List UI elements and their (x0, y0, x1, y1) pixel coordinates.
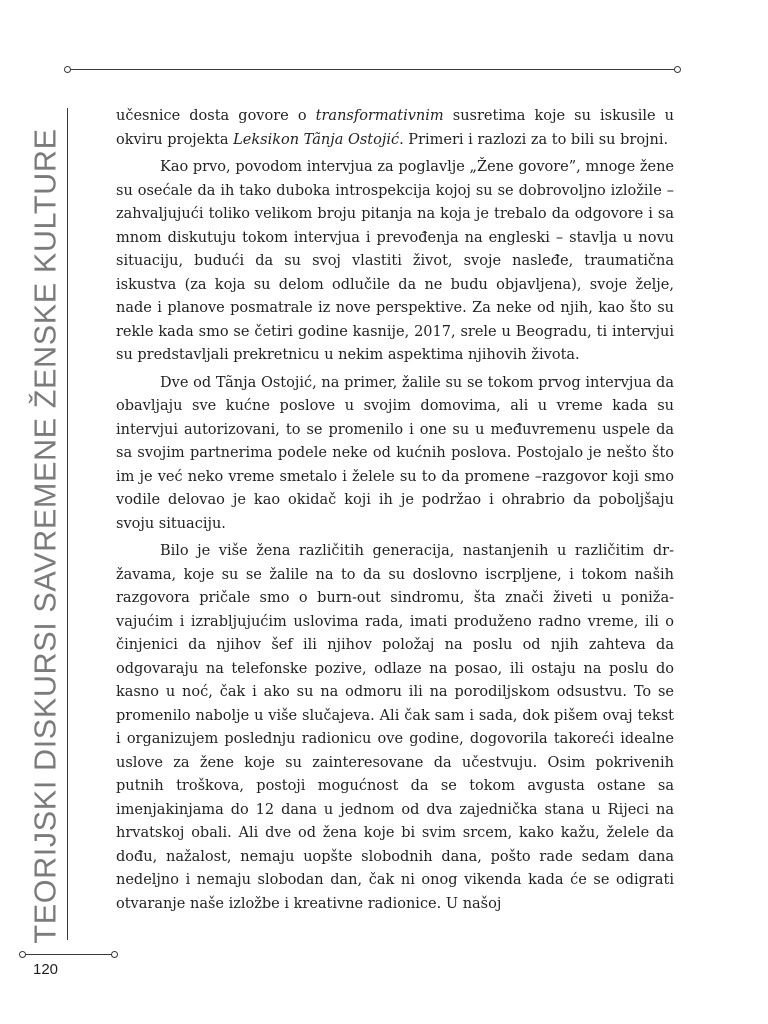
text-run: susretima koje su iskusile u okviru projekta (116, 108, 674, 148)
body-text (116, 105, 674, 920)
paragraph-1 (116, 105, 674, 152)
bottom-rule-left-dot (19, 951, 26, 958)
text-run: . Primeri i razlozi za to bili su brojni. (399, 131, 669, 148)
italic-term: transformativnim (315, 108, 444, 124)
paragraph-2: Kao prvo, povodom intervjua za poglavlje „Žene govore”, mnoge žene su osećale da ih tako duboka introspekcija kojoj su se dobrovoljno izložile – zahvaljujući toliko velikom broju pitanja na koja je trebalo da odgovore i sa mnom diskutuju tokom intervjua i prevođenja na engleski – stavlja u novu situaciju, budući da su svoj vlastiti život, svoje nasleđe, traumatična iskustva (za koja su delom odlučile da ne budu objavljena), svoje želje, nade i planove posmatrale iz nove perspektive. Za neke od njih, kao što su rekle kada smo se četiri godine kasnije, 2017, srele u Beogradu, ti intervjui su predstavljali prekretnicu u nekim aspektima njihovih života. (116, 159, 674, 363)
italic-project-title: Leksikon Tãnja Ostojić (233, 131, 400, 148)
top-rule-left-dot (64, 66, 71, 73)
text-run: učesnice dosta govore o (116, 108, 316, 124)
bottom-rule-right-dot (111, 951, 118, 958)
side-rule (67, 108, 68, 940)
bottom-rule (24, 954, 114, 955)
paragraph-3: Dve od Tãnja Ostojić, na primer, žalile su se tokom prvog intervjua da obavljaju sve kućne poslove u svojim domovima, ali u vreme kada su intervjui autorizovani, to se promenilo i one su u međuvremenu uspele da sa svojim partnerima podele neke od kućnih poslova. Postojalo je nešto što im je već neko vreme smetalo i želele su to da promene –razgovor koji smo vodile delovao je kao okidač koji ih je podržao i ohrabrio da poboljšaju svoju situaciju. (116, 374, 674, 532)
paragraph-4: Bilo je više žena različitih generacija, nastanjenih u različitim državama, koje su se žalile na to da su doslovno iscrpljene, i tokom naših razgovora pričale smo o burn-out sindromu, šta znači živeti u ponižavajućim i izrabljujućim uslovima rada, imati produženo radno vreme, ili o činjenici da njihov šef ili njihov položaj na poslu od njih zahteva da odgovaraju na telefonske pozive, odlaze na posao, ili ostaju na poslu do kasno u noć, čak i ako su na odmoru ili na porodiljskom odsustvu. To se promenilo nabolje u više slučajeva. Ali čak sam i sada, dok pišem ovaj tekst i organizujem poslednju radionicu ove godine, dogovorila takoreći idealne uslove za žene koje su zainteresovane da učestvuju. Osim pokrivenih putnih troškova, postoji mogućnost da se tokom avgusta ostane sa imenjakinjama do 12 dana u jednom od dva zajednička stana u Rijeci na hrvatskoj obali. Ali dve od žena koje bi svim srcem, kako kažu, želele da dođu, nažalost, nemaju uopšte slobodnih dana, pošto rade sedam dana nedeljno i nemaju slobodan dan, čak ni onog vikenda kada će se odigrati otvaranje naše izložbe i kreativne radionice. U našoj (116, 543, 674, 912)
running-title: TEORIJSKI DISKURSI SAVREMENE ŽENSKE KULTURE (28, 128, 63, 944)
top-rule (70, 69, 676, 70)
page-number: 120 (33, 961, 59, 978)
top-rule-right-dot (674, 66, 681, 73)
